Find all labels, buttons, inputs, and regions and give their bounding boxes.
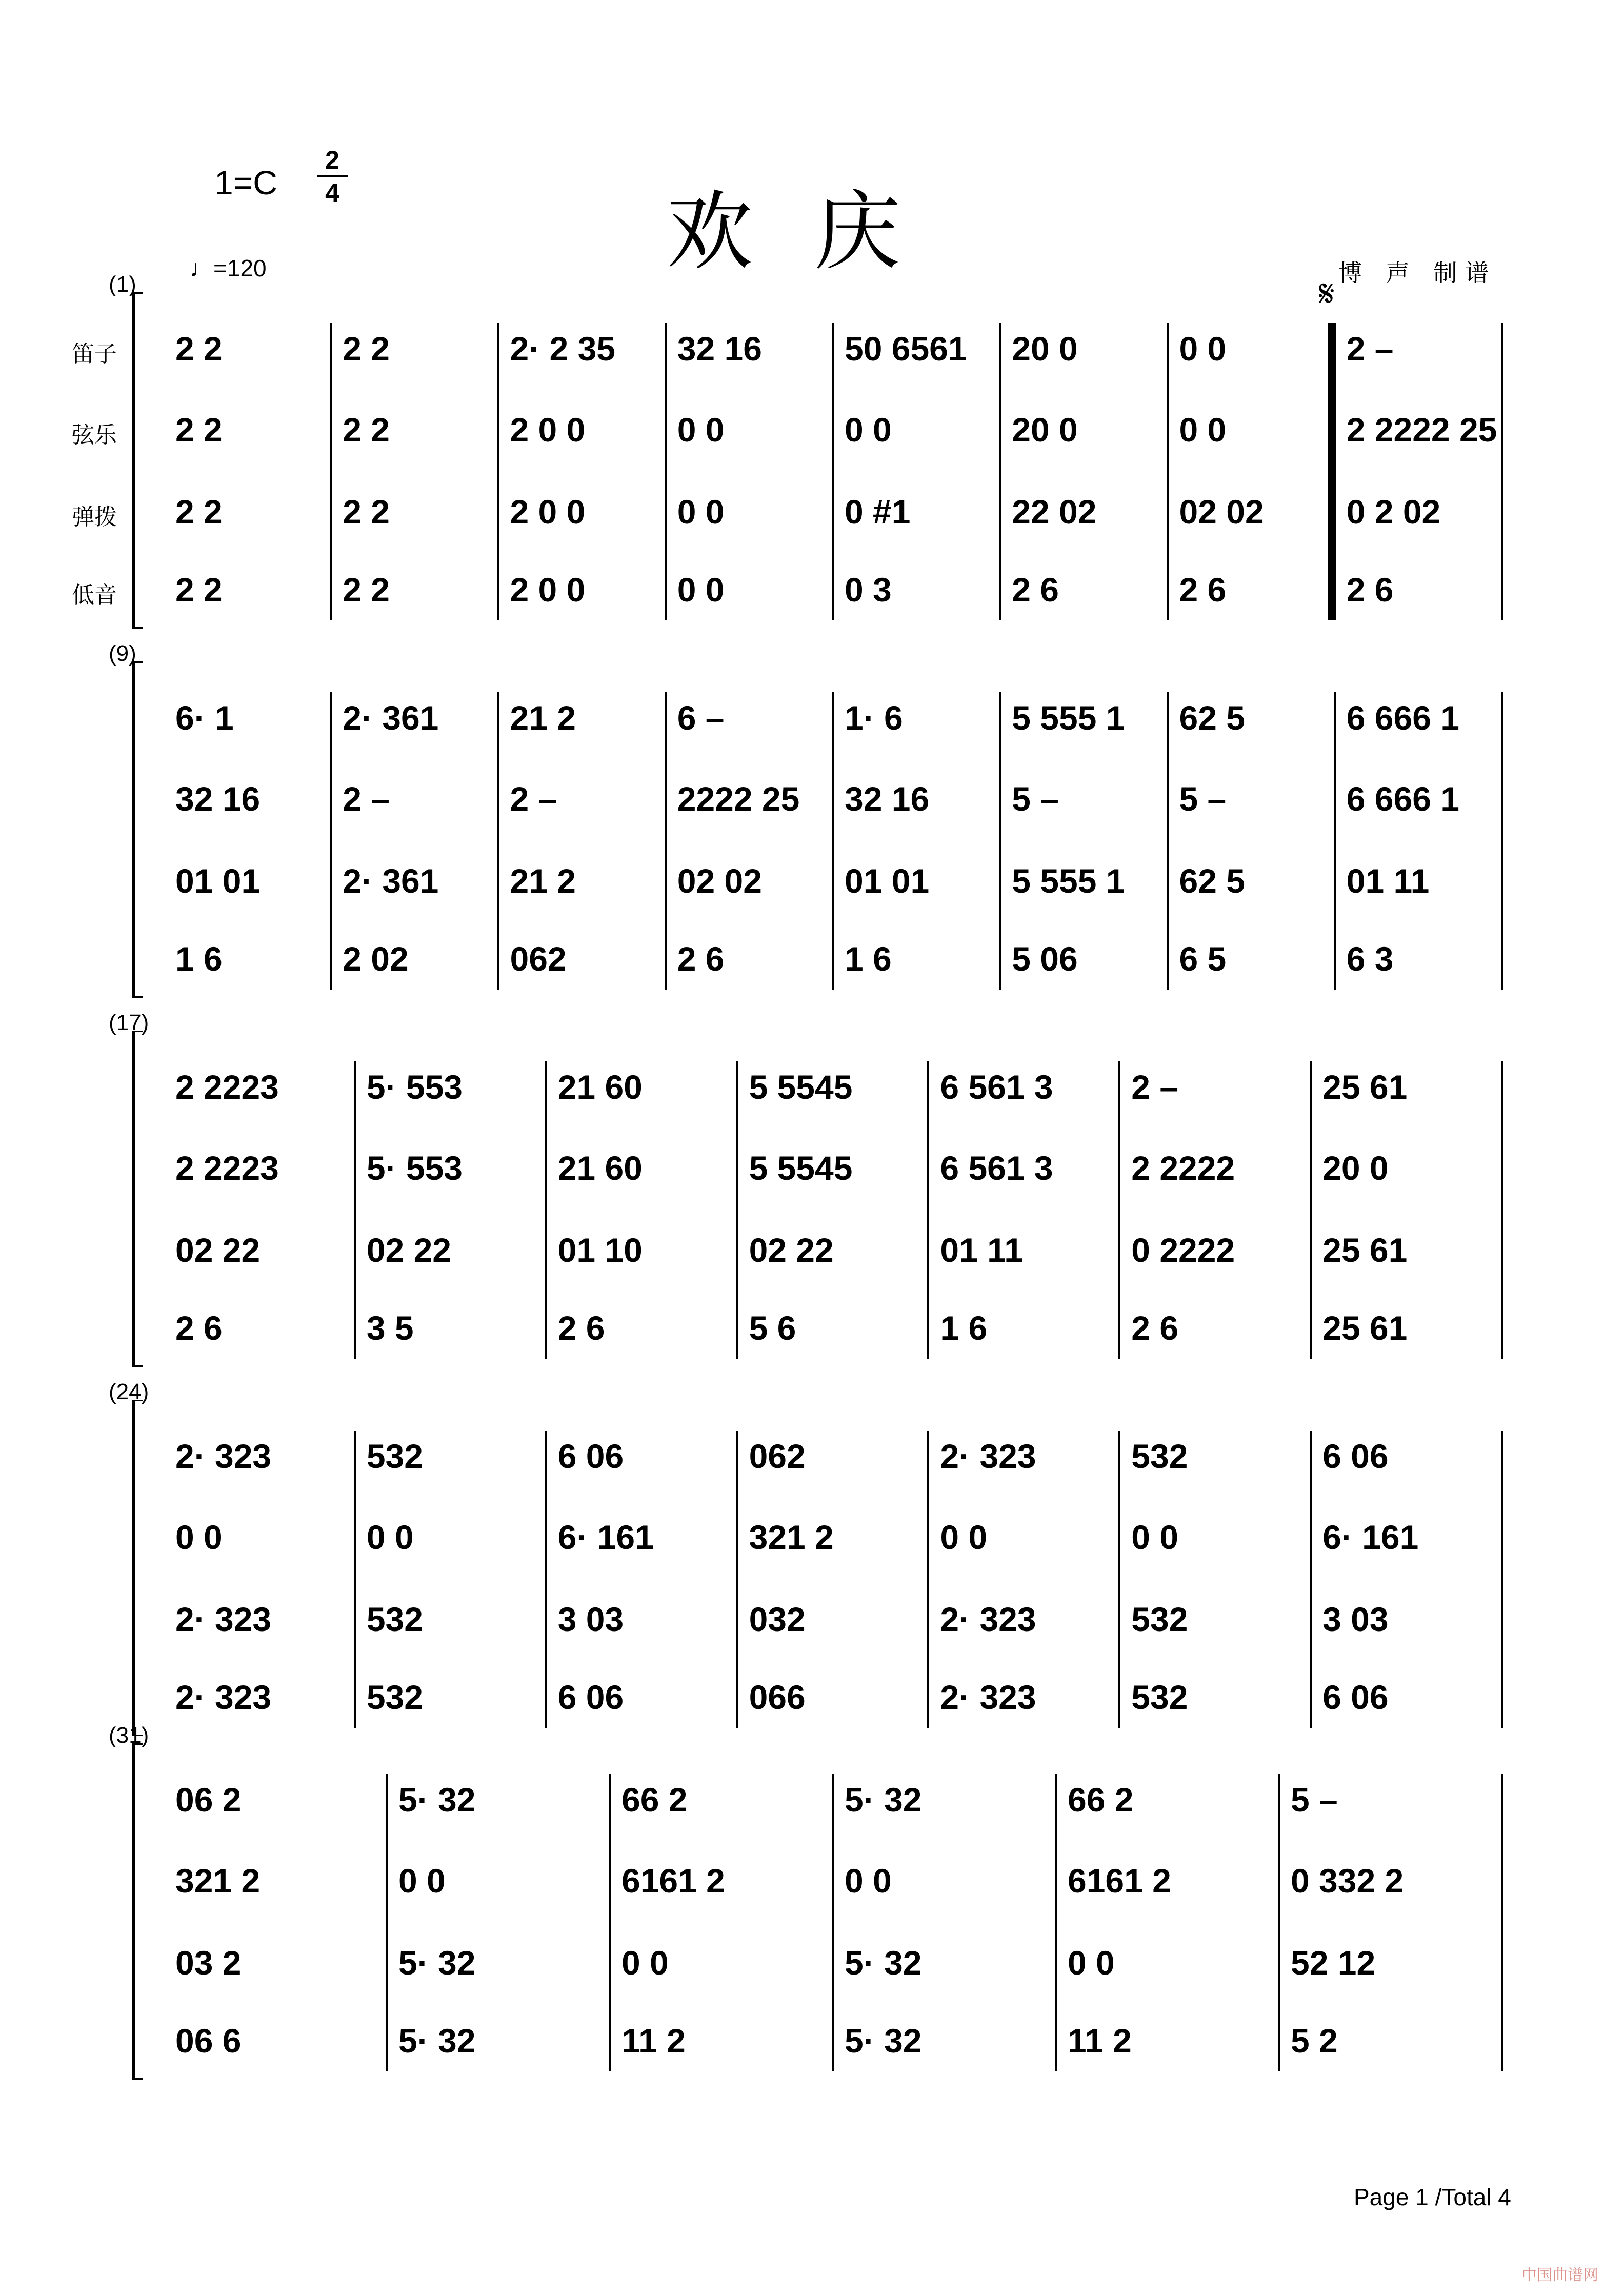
time-signature-top: 2 xyxy=(325,146,339,174)
barline xyxy=(330,323,332,620)
notation-cell: 2 2 xyxy=(343,493,390,531)
barline xyxy=(386,1774,388,2071)
notation-cell: 532 xyxy=(1131,1600,1188,1638)
instrument-label: 低音 xyxy=(72,582,117,608)
notation-cell: 2· 361 xyxy=(343,862,439,900)
notation-cell: 01 10 xyxy=(557,1231,643,1269)
notation-cell: 20 0 xyxy=(1012,330,1078,368)
notation-cell: 0 0 xyxy=(1179,330,1227,368)
notation-cell: 21 2 xyxy=(510,699,576,737)
barline xyxy=(665,323,667,620)
notation-cell: 6· 161 xyxy=(1322,1518,1419,1556)
system-number: (17) xyxy=(109,1010,149,1035)
notation-cell: 2 2222 25 xyxy=(1346,411,1497,449)
notation-cell: 6 06 xyxy=(1322,1437,1389,1475)
notation-cell: 5 555 1 xyxy=(1012,862,1125,900)
notation-cell: 2· 323 xyxy=(175,1437,272,1475)
notation-cell: 6 06 xyxy=(1322,1678,1389,1716)
notation-cell: 32 16 xyxy=(845,780,930,818)
notation-cell: 2 – xyxy=(510,780,557,818)
notation-cell: 0 0 xyxy=(845,1862,892,1900)
barline xyxy=(1167,323,1169,620)
barline xyxy=(1501,323,1503,620)
notation-cell: 20 0 xyxy=(1012,411,1078,449)
time-signature xyxy=(317,146,348,207)
barline xyxy=(927,1061,929,1359)
barline xyxy=(999,323,1001,620)
notation-cell: 02 22 xyxy=(175,1231,260,1269)
notation-cell: 0 332 2 xyxy=(1291,1862,1404,1900)
notation-cell: 062 xyxy=(510,940,567,978)
notation-cell: 321 2 xyxy=(175,1862,260,1900)
notation-cell: 22 02 xyxy=(1012,493,1097,531)
notation-cell: 32 16 xyxy=(175,780,260,818)
notation-cell: 5 – xyxy=(1179,780,1227,818)
barline xyxy=(1055,1774,1057,2071)
notation-cell: 20 0 xyxy=(1322,1149,1389,1187)
notation-cell: 2 2 xyxy=(175,411,223,449)
notation-cell: 0 3 xyxy=(845,571,892,609)
notation-cell: 2 2 xyxy=(343,571,390,609)
notation-cell: 0 0 xyxy=(845,411,892,449)
system-bracket xyxy=(132,1031,143,1367)
notation-cell: 5· 553 xyxy=(366,1068,463,1106)
barline xyxy=(1118,1061,1120,1359)
system-bracket xyxy=(132,1400,143,1736)
time-signature-bottom: 4 xyxy=(325,178,339,207)
barline xyxy=(1118,1431,1120,1728)
notation-cell: 2 0 0 xyxy=(510,493,586,531)
notation-cell: 2 2 xyxy=(175,571,223,609)
repeat-start-barline xyxy=(1328,323,1334,620)
notation-cell: 06 2 xyxy=(175,1781,242,1819)
notation-cell: 25 61 xyxy=(1322,1231,1408,1269)
barline xyxy=(927,1431,929,1728)
barline xyxy=(1310,1061,1312,1359)
notation-cell: 32 16 xyxy=(677,330,762,368)
notation-cell: 2 02 xyxy=(343,940,409,978)
notation-cell: 2 – xyxy=(343,780,390,818)
instrument-label: 弹拨 xyxy=(72,504,117,530)
notation-cell: 062 xyxy=(749,1437,806,1475)
barline xyxy=(330,692,332,990)
notation-cell: 532 xyxy=(366,1600,423,1638)
notation-cell: 11 2 xyxy=(1068,2022,1132,2060)
barline xyxy=(354,1061,356,1359)
system-bracket xyxy=(132,661,143,998)
notation-cell: 2· 2 35 xyxy=(510,330,615,368)
barline xyxy=(1334,692,1336,990)
notation-cell: 5· 32 xyxy=(845,1781,922,1819)
barline xyxy=(736,1061,738,1359)
notation-cell: 0 0 xyxy=(398,1862,446,1900)
notation-cell: 2· 323 xyxy=(940,1678,1036,1716)
notation-cell: 1 6 xyxy=(175,940,223,978)
notation-cell: 0 0 xyxy=(1068,1944,1115,1982)
barline xyxy=(354,1431,356,1728)
notation-cell: 2 – xyxy=(1346,330,1394,368)
notation-cell: 2 2222 xyxy=(1131,1149,1235,1187)
notation-cell: 2· 361 xyxy=(343,699,439,737)
notation-cell: 2 6 xyxy=(1012,571,1059,609)
notation-cell: 02 22 xyxy=(366,1231,452,1269)
notation-cell: 5· 32 xyxy=(845,2022,922,2060)
notation-cell: 5 6 xyxy=(749,1309,796,1347)
instrument-label: 笛子 xyxy=(72,341,117,367)
notation-cell: 0 0 xyxy=(621,1944,669,1982)
notation-cell: 2 0 0 xyxy=(510,571,586,609)
key-signature: 1=C xyxy=(214,164,277,202)
barline xyxy=(1501,692,1503,990)
arranger-credit: 博 声 制谱 xyxy=(1338,259,1497,287)
notation-cell: 321 2 xyxy=(749,1518,834,1556)
notation-cell: 2 2223 xyxy=(175,1149,279,1187)
notation-cell: 2 2 xyxy=(343,411,390,449)
notation-cell: 6 – xyxy=(677,699,725,737)
instrument-label: 弦乐 xyxy=(72,422,117,448)
notation-cell: 6 3 xyxy=(1346,940,1394,978)
notation-cell: 01 11 xyxy=(1346,862,1430,900)
notation-cell: 21 60 xyxy=(557,1149,643,1187)
notation-cell: 2 – xyxy=(1131,1068,1179,1106)
barline xyxy=(609,1774,611,2071)
notation-cell: 6161 2 xyxy=(1068,1862,1171,1900)
notation-cell: 2 2 xyxy=(175,493,223,531)
notation-cell: 6 5 xyxy=(1179,940,1227,978)
barline xyxy=(1167,692,1169,990)
barline xyxy=(832,323,834,620)
notation-cell: 0 0 xyxy=(1131,1518,1179,1556)
notation-cell: 2· 323 xyxy=(175,1678,272,1716)
notation-cell: 5· 32 xyxy=(398,1781,476,1819)
barline xyxy=(545,1431,547,1728)
system-bracket xyxy=(132,1743,143,2080)
barline xyxy=(999,692,1001,990)
tempo-mark: ♩=120 xyxy=(190,255,267,281)
notation-cell: 3 5 xyxy=(366,1309,414,1347)
score-title: 欢庆 xyxy=(667,182,962,282)
notation-cell: 6 666 1 xyxy=(1346,699,1459,737)
notation-cell: 03 2 xyxy=(175,1944,242,1982)
notation-cell: 5 – xyxy=(1012,780,1059,818)
notation-cell: 62 5 xyxy=(1179,699,1245,737)
notation-cell: 5· 553 xyxy=(366,1149,463,1187)
notation-cell: 62 5 xyxy=(1179,862,1245,900)
notation-cell: 21 2 xyxy=(510,862,576,900)
notation-cell: 2 2 xyxy=(343,330,390,368)
notation-cell: 01 01 xyxy=(175,862,260,900)
notation-cell: 21 60 xyxy=(557,1068,643,1106)
notation-cell: 1 6 xyxy=(940,1309,988,1347)
barline xyxy=(545,1061,547,1359)
notation-cell: 3 03 xyxy=(1322,1600,1389,1638)
notation-cell: 0 0 xyxy=(677,571,725,609)
notation-cell: 06 6 xyxy=(175,2022,242,2060)
barline xyxy=(1501,1774,1503,2071)
site-watermark: 中国曲谱网 xyxy=(1521,2266,1598,2284)
notation-cell: 2· 323 xyxy=(175,1600,272,1638)
time-signature-rule xyxy=(317,175,348,177)
barline xyxy=(1278,1774,1280,2071)
notation-cell: 2 6 xyxy=(175,1309,223,1347)
notation-cell: 5· 32 xyxy=(845,1944,922,1982)
notation-cell: 2 6 xyxy=(1131,1309,1179,1347)
notation-cell: 01 01 xyxy=(845,862,930,900)
notation-cell: 2222 25 xyxy=(677,780,800,818)
barline xyxy=(1501,1431,1503,1728)
notation-cell: 1· 6 xyxy=(845,699,903,737)
notation-cell: 2 0 0 xyxy=(510,411,586,449)
barline xyxy=(736,1431,738,1728)
notation-cell: 2· 323 xyxy=(940,1437,1036,1475)
barline xyxy=(665,692,667,990)
segno-sign: 𝄋 xyxy=(1318,272,1335,315)
notation-cell: 0 0 xyxy=(175,1518,223,1556)
notation-cell: 25 61 xyxy=(1322,1309,1408,1347)
notation-cell: 0 0 xyxy=(677,411,725,449)
notation-cell: 66 2 xyxy=(1068,1781,1134,1819)
notation-cell: 0 #1 xyxy=(845,493,911,531)
barline xyxy=(832,1774,834,2071)
barline xyxy=(1501,1061,1503,1359)
notation-cell: 5 2 xyxy=(1291,2022,1338,2060)
notation-cell: 5· 32 xyxy=(398,2022,476,2060)
notation-cell: 5 5545 xyxy=(749,1149,853,1187)
notation-cell: 032 xyxy=(749,1600,806,1638)
barline xyxy=(1310,1431,1312,1728)
notation-cell: 5 – xyxy=(1291,1781,1338,1819)
notation-cell: 11 2 xyxy=(621,2022,686,2060)
notation-cell: 6 561 3 xyxy=(940,1068,1053,1106)
system-number: (1) xyxy=(109,272,136,297)
notation-cell: 532 xyxy=(1131,1678,1188,1716)
notation-cell: 01 11 xyxy=(940,1231,1023,1269)
system-number: (31) xyxy=(109,1723,149,1748)
notation-cell: 2 2223 xyxy=(175,1068,279,1106)
notation-cell: 0 0 xyxy=(366,1518,414,1556)
notation-cell: 532 xyxy=(366,1437,423,1475)
notation-cell: 532 xyxy=(366,1678,423,1716)
notation-cell: 5 06 xyxy=(1012,940,1078,978)
barline xyxy=(497,323,499,620)
notation-cell: 6· 161 xyxy=(557,1518,654,1556)
notation-cell: 2 2 xyxy=(175,330,223,368)
barline xyxy=(497,692,499,990)
notation-cell: 0 0 xyxy=(1179,411,1227,449)
notation-cell: 2 6 xyxy=(677,940,725,978)
system-number: (24) xyxy=(109,1379,149,1404)
notation-cell: 02 02 xyxy=(1179,493,1264,531)
notation-cell: 6 06 xyxy=(557,1437,624,1475)
barline xyxy=(832,692,834,990)
page-number: Page 1 /Total 4 xyxy=(1354,2184,1511,2210)
notation-cell: 50 6561 xyxy=(845,330,967,368)
notation-cell: 2 6 xyxy=(557,1309,605,1347)
notation-cell: 6· 1 xyxy=(175,699,234,737)
notation-cell: 532 xyxy=(1131,1437,1188,1475)
system-number: (9) xyxy=(109,641,136,666)
notation-cell: 6 561 3 xyxy=(940,1149,1053,1187)
notation-cell: 2 6 xyxy=(1179,571,1227,609)
notation-cell: 5· 32 xyxy=(398,1944,476,1982)
notation-cell: 02 22 xyxy=(749,1231,834,1269)
system-bracket xyxy=(132,292,143,629)
notation-cell: 1 6 xyxy=(845,940,892,978)
notation-cell: 0 2 02 xyxy=(1346,493,1441,531)
notation-cell: 6 666 1 xyxy=(1346,780,1459,818)
notation-cell: 2 6 xyxy=(1346,571,1394,609)
notation-cell: 0 0 xyxy=(677,493,725,531)
notation-cell: 5 5545 xyxy=(749,1068,853,1106)
notation-cell: 6 06 xyxy=(557,1678,624,1716)
notation-cell: 2· 323 xyxy=(940,1600,1036,1638)
notation-cell: 6161 2 xyxy=(621,1862,725,1900)
notation-cell: 3 03 xyxy=(557,1600,624,1638)
notation-cell: 0 2222 xyxy=(1131,1231,1235,1269)
notation-cell: 66 2 xyxy=(621,1781,688,1819)
notation-cell: 066 xyxy=(749,1678,806,1716)
notation-cell: 0 0 xyxy=(940,1518,988,1556)
notation-cell: 52 12 xyxy=(1291,1944,1376,1982)
notation-cell: 5 555 1 xyxy=(1012,699,1125,737)
notation-cell: 02 02 xyxy=(677,862,762,900)
notation-cell: 25 61 xyxy=(1322,1068,1408,1106)
